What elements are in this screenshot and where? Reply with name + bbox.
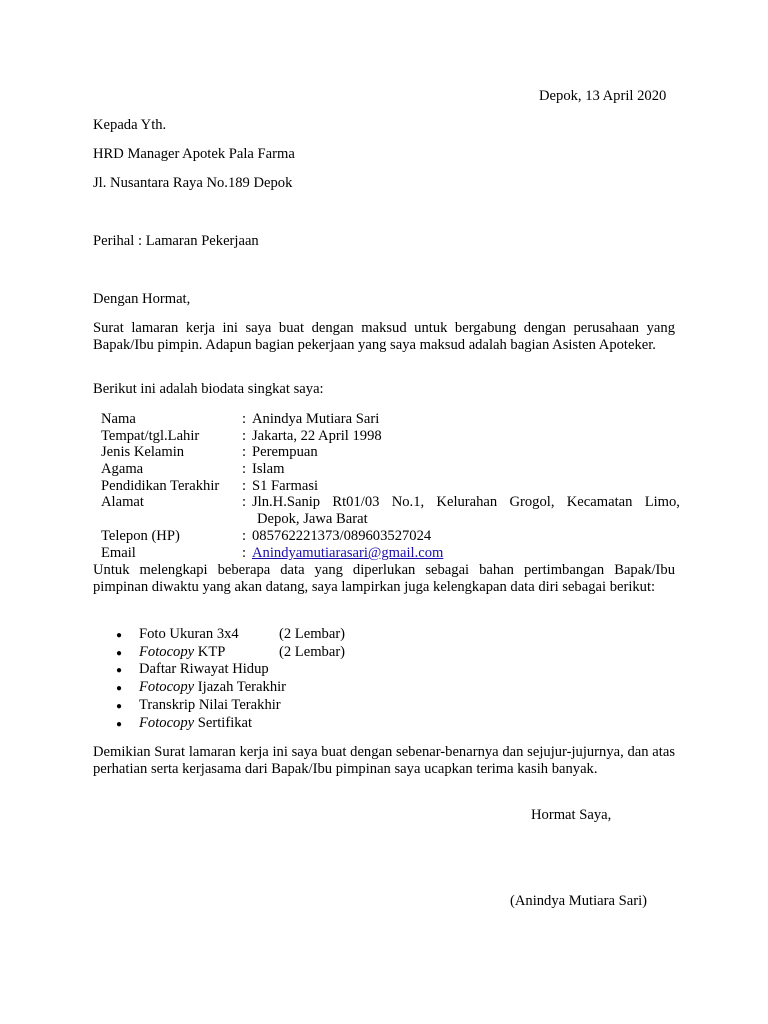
letter-subject: Perihal : Lamaran Pekerjaan bbox=[93, 233, 259, 249]
bio-label-alamat: Alamat bbox=[101, 494, 144, 510]
alamat-word: No.1, bbox=[391, 494, 425, 510]
bio-value-jenis-kelamin: Perempuan bbox=[252, 444, 318, 460]
bio-value-agama: Islam bbox=[252, 461, 285, 477]
bio-colon: : bbox=[242, 444, 247, 460]
attachment-item: Sertifikat bbox=[197, 715, 253, 731]
alamat-word: Grogol, bbox=[509, 494, 555, 510]
bio-intro: Berikut ini adalah biodata singkat saya: bbox=[93, 381, 324, 397]
bio-label-pendidikan: Pendidikan Terakhir bbox=[101, 478, 220, 494]
bio-colon: : bbox=[242, 528, 247, 544]
recipient-greeting: Kepada Yth. bbox=[93, 117, 167, 133]
bullet-icon: ● bbox=[116, 665, 123, 676]
bio-colon: : bbox=[242, 411, 247, 427]
bio-label-jenis-kelamin: Jenis Kelamin bbox=[101, 444, 185, 460]
closing-paragraph: Demikian Surat lamaran kerja ini saya buat dengan sebenar-benarnya dan sejujur-jujurnya, dan atas perhatian serta kerjasama dari Bapak/Ibu pimpinan saya ucapkan terima kasih banyak. bbox=[93, 744, 675, 777]
bio-label-agama: Agama bbox=[101, 461, 144, 477]
attachments-paragraph: Untuk melengkapi beberapa data yang diperlukan sebagai bahan pertimbangan Bapak/Ibu pimpinan diwaktu yang akan datang, saya lampirkan juga kelengkapan data diri sebagai berikut: bbox=[93, 562, 675, 595]
bio-colon: : bbox=[242, 478, 247, 494]
alamat-word: Kecamatan bbox=[566, 494, 633, 510]
bio-colon: : bbox=[242, 494, 247, 510]
alamat-line-1 bbox=[252, 494, 680, 511]
bio-colon: : bbox=[242, 461, 247, 477]
bio-colon: : bbox=[242, 545, 247, 561]
recipient-name: HRD Manager Apotek Pala Farma bbox=[93, 146, 295, 162]
attachment-name bbox=[139, 679, 286, 696]
attachment-name bbox=[139, 644, 225, 661]
bio-value-alamat bbox=[252, 494, 680, 528]
alamat-word: Rt01/03 bbox=[332, 494, 380, 510]
attachment-prefix: Fotocopy bbox=[139, 679, 195, 695]
email-link[interactable]: Anindyamutiarasari@gmail.com bbox=[252, 545, 444, 561]
attachment-name: Daftar Riwayat Hidup bbox=[139, 661, 269, 677]
attachment-prefix: Fotocopy bbox=[139, 644, 195, 660]
alamat-word: Jln.H.Sanip bbox=[252, 494, 321, 510]
bio-value-nama: Anindya Mutiara Sari bbox=[252, 411, 380, 427]
attachment-item: KTP bbox=[197, 644, 226, 660]
bio-value-pendidikan: S1 Farmasi bbox=[252, 478, 319, 494]
bullet-icon: ● bbox=[116, 701, 123, 712]
bio-value-telepon: 085762221373/089603527024 bbox=[252, 528, 432, 544]
regards: Hormat Saya, bbox=[531, 807, 612, 823]
intro-paragraph: Surat lamaran kerja ini saya buat dengan maksud untuk bergabung dengan perusahaan yang Bapak/Ibu pimpin. Adapun bagian pekerjaan yang saya maksud adalah bagian Asisten Apoteker. bbox=[93, 320, 675, 353]
bio-label-email: Email bbox=[101, 545, 136, 561]
recipient-address: Jl. Nusantara Raya No.189 Depok bbox=[93, 175, 293, 191]
attachment-prefix: Fotocopy bbox=[139, 715, 195, 731]
bio-colon: : bbox=[242, 428, 247, 444]
attachment-name: Foto Ukuran 3x4 bbox=[139, 626, 239, 642]
salutation: Dengan Hormat, bbox=[93, 291, 191, 307]
bullet-icon: ● bbox=[116, 630, 123, 641]
bullet-icon: ● bbox=[116, 683, 123, 694]
bio-label-ttl: Tempat/tgl.Lahir bbox=[101, 428, 200, 444]
bio-label-telepon: Telepon (HP) bbox=[101, 528, 180, 544]
alamat-line-2: Depok, Jawa Barat bbox=[257, 511, 368, 527]
bio-value-ttl: Jakarta, 22 April 1998 bbox=[252, 428, 382, 444]
letter-date: Depok, 13 April 2020 bbox=[539, 88, 667, 104]
attachment-name bbox=[139, 715, 252, 732]
bio-label-nama: Nama bbox=[101, 411, 136, 427]
attachment-item: Ijazah Terakhir bbox=[197, 679, 287, 695]
alamat-word: Kelurahan bbox=[436, 494, 498, 510]
attachment-name: Transkrip Nilai Terakhir bbox=[139, 697, 281, 713]
bio-value-email bbox=[252, 545, 443, 562]
bullet-icon: ● bbox=[116, 719, 123, 730]
attachment-qty: (2 Lembar) bbox=[279, 626, 346, 642]
attachment-qty: (2 Lembar) bbox=[279, 644, 346, 660]
alamat-word: Limo, bbox=[644, 494, 680, 510]
signature-name: (Anindya Mutiara Sari) bbox=[510, 893, 647, 909]
bullet-icon: ● bbox=[116, 648, 123, 659]
